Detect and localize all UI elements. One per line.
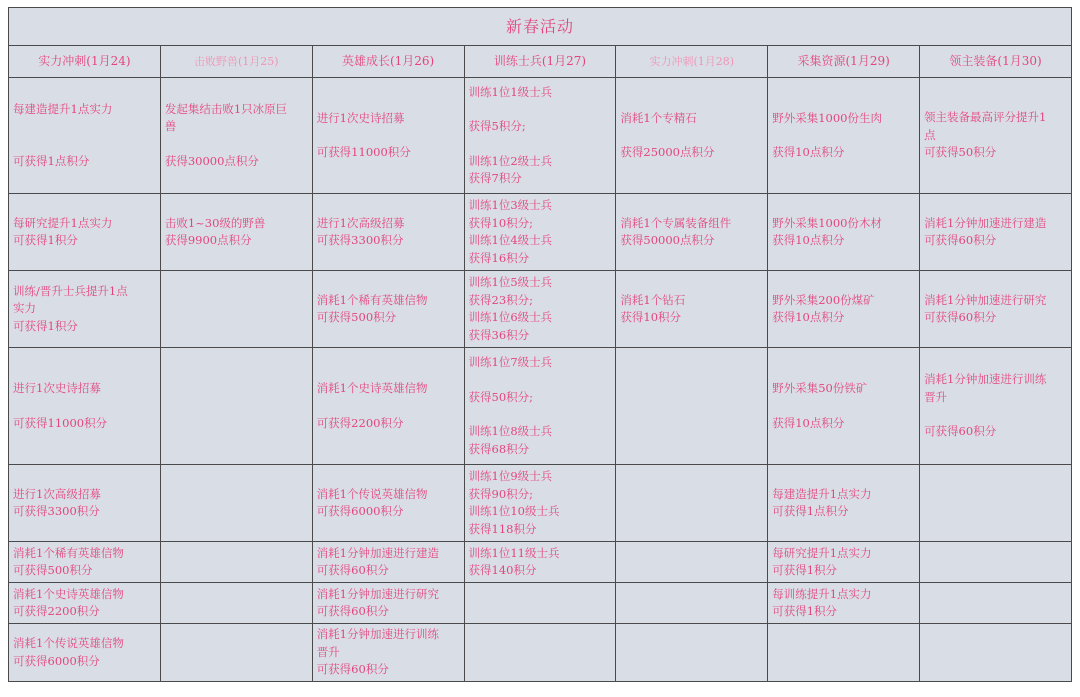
task-line: 晋升 (316, 644, 340, 659)
task-line: 可获得1点积分 (772, 504, 849, 518)
task-cell (616, 624, 768, 682)
table-row (9, 465, 1072, 542)
header-row (9, 46, 1072, 78)
task-cell (9, 271, 161, 348)
task-line: 可获得60积分 (924, 310, 997, 324)
task-line: 野外采集50份铁矿 (772, 381, 868, 395)
task-line: 训练1位11级士兵 (468, 545, 560, 560)
task-cell (160, 624, 312, 682)
task-line: 消耗1分钟加速进行研究 (924, 292, 1047, 307)
task-line: 可获得11000积分 (13, 415, 108, 430)
task-cell (768, 542, 920, 583)
task-line: 可获得60积分 (316, 563, 389, 577)
task-line: 消耗1分钟加速进行建造 (924, 215, 1047, 230)
column-header-day2: 击败野兽(1月25) (160, 46, 312, 78)
task-cell (9, 542, 161, 583)
task-line: 可获得1点积分 (13, 153, 90, 168)
line-gap (469, 406, 616, 423)
task-line: 可获得6000积分 (13, 653, 100, 668)
task-line: 获得50积分; (468, 389, 534, 404)
task-cell (768, 78, 920, 194)
task-line: 晋升 (924, 389, 948, 404)
column-header-day3: 英雄成长(1月26) (312, 46, 464, 78)
task-cell (768, 624, 920, 682)
task-line: 获得7积分 (468, 171, 522, 185)
task-line: 训练1位2级士兵 (468, 153, 553, 168)
task-line: 获得68积分 (468, 441, 530, 456)
task-cell (920, 194, 1072, 271)
task-line: 训练1位8级士兵 (468, 424, 553, 438)
task-line: 可获得60积分 (924, 424, 997, 439)
task-line: 获得10点积分 (772, 415, 845, 430)
task-cell (160, 465, 312, 542)
task-line: 训练1位9级士兵 (468, 469, 553, 483)
event-table (8, 7, 1072, 682)
task-line: 获得5积分; (468, 119, 526, 133)
task-line: 消耗1个专精石 (620, 110, 697, 125)
task-line: 可获得500积分 (316, 310, 397, 324)
task-cell (616, 78, 768, 194)
line-gap (772, 398, 919, 415)
task-line: 进行1次高级招募 (13, 486, 101, 501)
column-header-day1: 实力冲刺(1月24) (9, 46, 161, 78)
task-line: 消耗1分钟加速进行训练 (316, 627, 440, 642)
task-line: 获得36积分 (468, 327, 530, 342)
task-line: 可获得11000积分 (316, 145, 411, 159)
table-row (9, 194, 1072, 271)
task-cell (616, 465, 768, 542)
task-cell (464, 348, 616, 465)
task-line: 可获得3300积分 (13, 504, 100, 518)
task-line: 获得118积分 (468, 521, 537, 536)
task-cell (312, 271, 464, 348)
task-line: 野外采集1000份生肉 (772, 110, 882, 125)
line-gap (469, 136, 616, 153)
task-line: 每建造提升1点实力 (13, 102, 113, 116)
task-cell (464, 78, 616, 194)
task-line: 获得16积分 (468, 250, 530, 265)
task-line: 获得10积分 (620, 310, 682, 324)
task-line: 实力 (13, 301, 36, 316)
table-row (9, 271, 1072, 348)
task-cell (768, 271, 920, 348)
task-cell (464, 583, 616, 624)
task-cell (920, 271, 1072, 348)
task-line: 进行1次史诗招募 (13, 381, 101, 395)
task-line: 获得10点积分 (772, 233, 845, 247)
task-cell (920, 465, 1072, 542)
task-line: 消耗1个史诗英雄信物 (316, 381, 428, 395)
task-line: 消耗1个钻石 (620, 292, 686, 307)
task-cell (312, 624, 464, 682)
task-line: 可获得1积分 (772, 563, 838, 577)
task-line: 每建造提升1点实力 (772, 486, 872, 501)
line-gap (13, 398, 160, 415)
task-cell (616, 348, 768, 465)
task-line: 可获得6000积分 (316, 504, 404, 518)
task-cell (920, 78, 1072, 194)
task-line: 可获得60积分 (316, 662, 389, 677)
task-line: 可获得60积分 (924, 233, 997, 247)
task-line: 训练1位10级士兵 (468, 504, 560, 518)
task-cell (616, 583, 768, 624)
task-line: 每训练提升1点实力 (772, 586, 872, 601)
table-body (9, 78, 1072, 682)
line-gap (13, 136, 160, 153)
task-line: 获得140积分 (468, 563, 537, 577)
task-cell (9, 583, 161, 624)
task-line: 训练1位3级士兵 (468, 198, 553, 212)
line-gap (317, 127, 464, 144)
line-gap (317, 398, 464, 415)
task-cell (768, 465, 920, 542)
task-line: 发起集结击败1只冰原巨 (164, 101, 288, 116)
task-line: 获得10积分; (468, 215, 534, 230)
task-cell (160, 542, 312, 583)
line-gap (165, 136, 312, 153)
task-line: 获得25000点积分 (620, 145, 715, 159)
task-line: 进行1次高级招募 (316, 215, 405, 230)
line-gap (469, 101, 616, 118)
line-gap (469, 372, 616, 389)
task-cell (160, 583, 312, 624)
task-cell (920, 542, 1072, 583)
task-line: 消耗1分钟加速进行训练 (924, 372, 1047, 387)
task-line: 每研究提升1点实力 (13, 215, 113, 230)
table-row (9, 78, 1072, 194)
task-line: 可获得1积分 (13, 233, 78, 247)
task-cell (464, 542, 616, 583)
column-header-day7: 领主装备(1月30) (920, 46, 1072, 78)
column-header-day5: 实力冲刺(1月28) (616, 46, 768, 78)
task-cell (312, 542, 464, 583)
task-cell (9, 348, 161, 465)
task-cell (312, 465, 464, 542)
task-cell (160, 271, 312, 348)
task-line: 兽 (164, 119, 177, 134)
task-line: 可获得3300积分 (316, 233, 404, 247)
task-cell (160, 78, 312, 194)
task-line: 训练1位1级士兵 (468, 84, 553, 99)
task-line: 训练/晋升士兵提升1点 (13, 283, 128, 298)
task-line: 可获得1积分 (13, 318, 78, 333)
task-line: 获得50000点积分 (620, 233, 715, 247)
task-cell (920, 583, 1072, 624)
task-cell (9, 465, 161, 542)
table-row (9, 624, 1072, 682)
task-line: 消耗1个专属装备组件 (620, 215, 732, 230)
task-line: 每研究提升1点实力 (772, 545, 872, 560)
task-cell (160, 194, 312, 271)
task-line: 消耗1个稀有英雄信物 (316, 292, 428, 307)
task-line: 击败1~30级的野兽 (164, 215, 266, 230)
task-cell (9, 78, 161, 194)
task-cell (920, 624, 1072, 682)
column-header-day4: 训练士兵(1月27) (464, 46, 616, 78)
task-line: 训练1位5级士兵 (468, 275, 553, 289)
line-gap (924, 406, 1071, 423)
task-line: 消耗1个传说英雄信物 (316, 486, 428, 501)
column-header-day6: 采集资源(1月29) (768, 46, 920, 78)
task-line: 进行1次史诗招募 (316, 110, 405, 125)
task-line: 训练1位6级士兵 (468, 310, 553, 324)
task-line: 训练1位7级士兵 (468, 355, 553, 369)
task-line: 可获得2200积分 (316, 415, 404, 430)
task-line: 野外采集200份煤矿 (772, 292, 875, 307)
task-cell (616, 194, 768, 271)
task-line: 获得10点积分 (772, 310, 845, 324)
task-line: 获得23积分; (468, 292, 534, 307)
task-cell (312, 583, 464, 624)
task-cell (9, 624, 161, 682)
event-schedule (8, 7, 1072, 682)
task-line: 领主装备最高评分提升1 (924, 110, 1047, 125)
task-line: 消耗1分钟加速进行建造 (316, 545, 440, 560)
task-cell (464, 271, 616, 348)
task-line: 训练1位4级士兵 (468, 233, 553, 247)
task-cell (464, 465, 616, 542)
task-cell (464, 194, 616, 271)
task-cell (768, 583, 920, 624)
task-cell (9, 194, 161, 271)
task-line: 消耗1个传说英雄信物 (13, 636, 124, 650)
task-line: 点 (924, 127, 936, 142)
task-cell (312, 78, 464, 194)
task-cell (616, 542, 768, 583)
task-line: 可获得500积分 (13, 563, 93, 577)
task-line: 消耗1个稀有英雄信物 (13, 545, 124, 560)
task-line: 获得30000点积分 (164, 153, 259, 168)
table-row (9, 583, 1072, 624)
table-row (9, 348, 1072, 465)
task-cell (616, 271, 768, 348)
task-cell (312, 348, 464, 465)
task-line: 野外采集1000份木材 (772, 215, 882, 230)
task-cell (768, 348, 920, 465)
task-line: 可获得50积分 (924, 145, 997, 160)
task-cell (160, 348, 312, 465)
task-line: 获得9900点积分 (164, 233, 252, 247)
table-row (9, 542, 1072, 583)
task-line: 可获得1积分 (772, 604, 838, 618)
task-line: 可获得60积分 (316, 604, 389, 618)
task-line: 消耗1个史诗英雄信物 (13, 586, 124, 601)
task-cell (920, 348, 1072, 465)
line-gap (620, 127, 767, 144)
task-line: 可获得2200积分 (13, 604, 100, 618)
line-gap (772, 127, 919, 144)
task-line: 消耗1分钟加速进行研究 (316, 586, 440, 601)
line-gap (13, 119, 160, 136)
task-cell (768, 194, 920, 271)
task-line: 获得10点积分 (772, 145, 845, 159)
task-cell (464, 624, 616, 682)
task-line: 获得90积分; (468, 486, 534, 501)
table-title: 新春活动 (9, 8, 1072, 46)
task-cell (312, 194, 464, 271)
